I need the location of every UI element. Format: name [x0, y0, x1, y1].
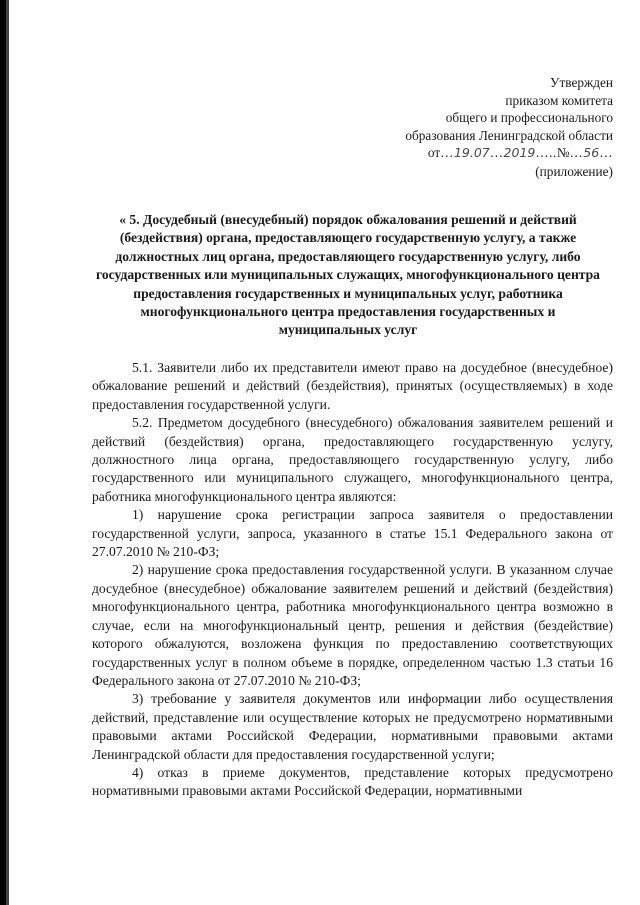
- number-value: 56: [583, 145, 600, 161]
- approval-line-2: приказом комитета: [505, 92, 613, 108]
- approval-line-3: общего и профессионального: [445, 110, 613, 126]
- list-item-3: 3) требование у заявителя документов или информации либо осуществления действий, представление или осуществление которых не предусмотрено нормативными правовыми актами Российской Федерации, нормативными правовыми актами Ленинградской области для предоставления государственной услуги;: [92, 691, 613, 762]
- approval-date-line: от…19.07…2019…..№…56…: [427, 145, 613, 161]
- approval-block: [405, 74, 613, 162]
- list-item-2: 2) нарушение срока предоставления государственной услуги. В указанном случае досудебное (внесудебное) обжалование заявителем решений и действий (бездействия) многофункционального центра, работника многофункционального центра возможно в случае, если на многофункциональный центр, решения и действия (бездействие) которого обжалуются, возложена функция по предоставлению соответствующих государственных услуг в полном объеме в порядке, определенном частью 1.3 статьи 16 Федерального закона от 27.07.2010 № 210-ФЗ;: [92, 562, 613, 688]
- list-item-4: 4) отказ в приеме документов, представление которых предусмотрено нормативными правовыми актами Российской Федерации, нормативными: [92, 764, 613, 799]
- scan-left-shadow: [6, 0, 9, 905]
- list-item-1: 1) нарушение срока регистрации запроса заявителя о предоставлении государственной услуги, запроса, указанного в статье 15.1 Федерального закона от 27.07.2010 № 210-ФЗ;: [92, 507, 613, 560]
- date-year: 2019: [503, 145, 536, 161]
- document-body: [92, 359, 613, 801]
- paragraph-5-1: 5.1. Заявители либо их представители имеют право на досудебное (внесудебное) обжалование решений и действий (бездействия), принятых (осуществляемых) в ходе предоставления государственной услуги.: [92, 360, 613, 412]
- appendix-label: (приложение): [535, 164, 613, 179]
- approval-line-4: образования Ленинградской области: [405, 127, 613, 143]
- date-prefix: от: [427, 145, 441, 161]
- date-value: 19.07: [453, 145, 490, 161]
- number-label: №: [556, 145, 570, 161]
- approval-line-1: Утвержден: [550, 75, 613, 90]
- paragraph-5-2: 5.2. Предметом досудебного (внесудебного) обжалования заявителем решений и действий (бездействия) органа, предоставляющего государственную услугу, должностного лица органа, предоставляющего государственную услугу, либо государственного или муниципального служащего, многофункционального центра, работника многофункционального центра являются:: [92, 415, 613, 504]
- section-heading: « 5. Досудебный (внесудебный) порядок обжалования решений и действий (бездействия) органа, предоставляющего государственную услугу, а также должностных лиц органа, предоставляющего государственную услугу, либо государственных или муниципальных служащих, многофункционального центра предоставления государственных и муниципальных услуг, работника многофункционального центра предоставления государственных и муниципальных услуг: [96, 212, 600, 338]
